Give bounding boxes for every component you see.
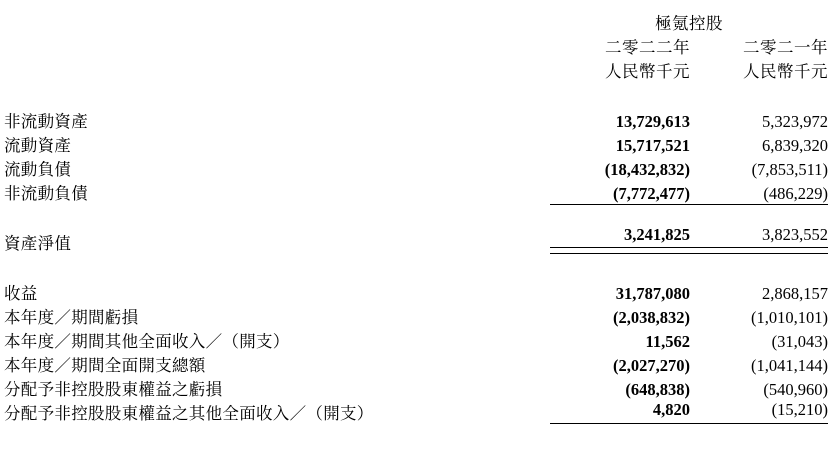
row-value-previous: (1,041,144) [751, 355, 828, 375]
financial-table [4, 10, 828, 424]
row-value-previous: 6,839,320 [762, 136, 828, 155]
header-unit-spacer [4, 58, 550, 82]
table-row [4, 180, 828, 204]
header-year-spacer [4, 34, 550, 58]
row-value-current: (2,038,832) [613, 307, 690, 327]
row-value-current: (648,838) [625, 379, 690, 399]
row-label: 分配予非控股股東權益之虧損 [4, 379, 223, 399]
row-label: 分配予非控股股東權益之其他全面收入／（開支） [4, 403, 374, 423]
row-value-previous-text: (15,210) [771, 399, 828, 419]
table-row [4, 132, 828, 156]
column-unit-current: 人民幣千元 [605, 62, 690, 81]
total-value-previous [690, 225, 828, 254]
table-row [4, 280, 828, 304]
row-value-previous: 2,868,157 [762, 283, 828, 303]
row-value-previous: 5,323,972 [762, 112, 828, 131]
row-value-current: (2,027,270) [613, 355, 690, 375]
row-value-current: 11,562 [645, 331, 690, 351]
row-value-previous: (31,043) [771, 331, 828, 351]
row-label: 流動負債 [4, 160, 72, 179]
table-row [4, 156, 828, 180]
row-value-previous: (7,853,511) [751, 160, 828, 179]
row-value-current: 31,787,080 [615, 283, 690, 303]
row-value-current: 15,717,521 [615, 136, 690, 155]
table-row-total [4, 225, 828, 254]
row-label: 非流動負債 [4, 184, 88, 203]
row-value-previous: (540,960) [763, 379, 828, 399]
row-label: 本年度／期間其他全面收入／（開支） [4, 331, 290, 351]
total-value-previous-text: 3,823,552 [762, 224, 828, 244]
single-rule [690, 423, 828, 424]
row-label: 本年度／期間全面開支總額 [4, 355, 206, 375]
row-value-current [550, 400, 690, 424]
entity-name: 極氪控股 [655, 14, 723, 33]
single-rule [550, 423, 690, 424]
total-value-current-text: 3,241,825 [624, 224, 690, 244]
double-rule [690, 247, 828, 254]
table-row [4, 400, 828, 424]
table-row [4, 328, 828, 352]
row-value-previous [690, 400, 828, 424]
column-unit-previous: 人民幣千元 [743, 62, 828, 81]
table-row [4, 352, 828, 376]
row-value-current: (18,432,832) [604, 160, 690, 179]
row-label: 本年度／期間虧損 [4, 307, 139, 327]
total-label: 資產淨值 [4, 233, 72, 253]
row-label: 非流動資產 [4, 112, 88, 131]
table-row [4, 108, 828, 132]
row-value-current-text: 4,820 [652, 399, 690, 419]
table-row [4, 376, 828, 400]
row-value-previous: (1,010,101) [751, 307, 828, 327]
spacer-cell [4, 254, 828, 280]
double-rule [550, 247, 690, 254]
total-value-current [550, 225, 690, 254]
header-unit-row [4, 58, 828, 82]
row-label: 收益 [4, 283, 38, 303]
row-label: 流動資產 [4, 136, 72, 155]
row-value-previous: (486,229) [690, 180, 828, 204]
header-spacer [4, 10, 550, 34]
row-value-current: 13,729,613 [615, 112, 690, 131]
spacer-between-sections [4, 254, 828, 280]
header-entity-row [4, 10, 828, 34]
spacer-before-total [4, 204, 828, 225]
row-value-current: (7,772,477) [550, 180, 690, 204]
spacer-cell [4, 82, 828, 108]
column-year-previous: 二零二一年 [743, 38, 828, 57]
column-year-current: 二零二二年 [605, 38, 690, 57]
spacer-cell [4, 204, 828, 225]
table-row [4, 304, 828, 328]
header-year-row [4, 34, 828, 58]
spacer-after-header [4, 82, 828, 108]
